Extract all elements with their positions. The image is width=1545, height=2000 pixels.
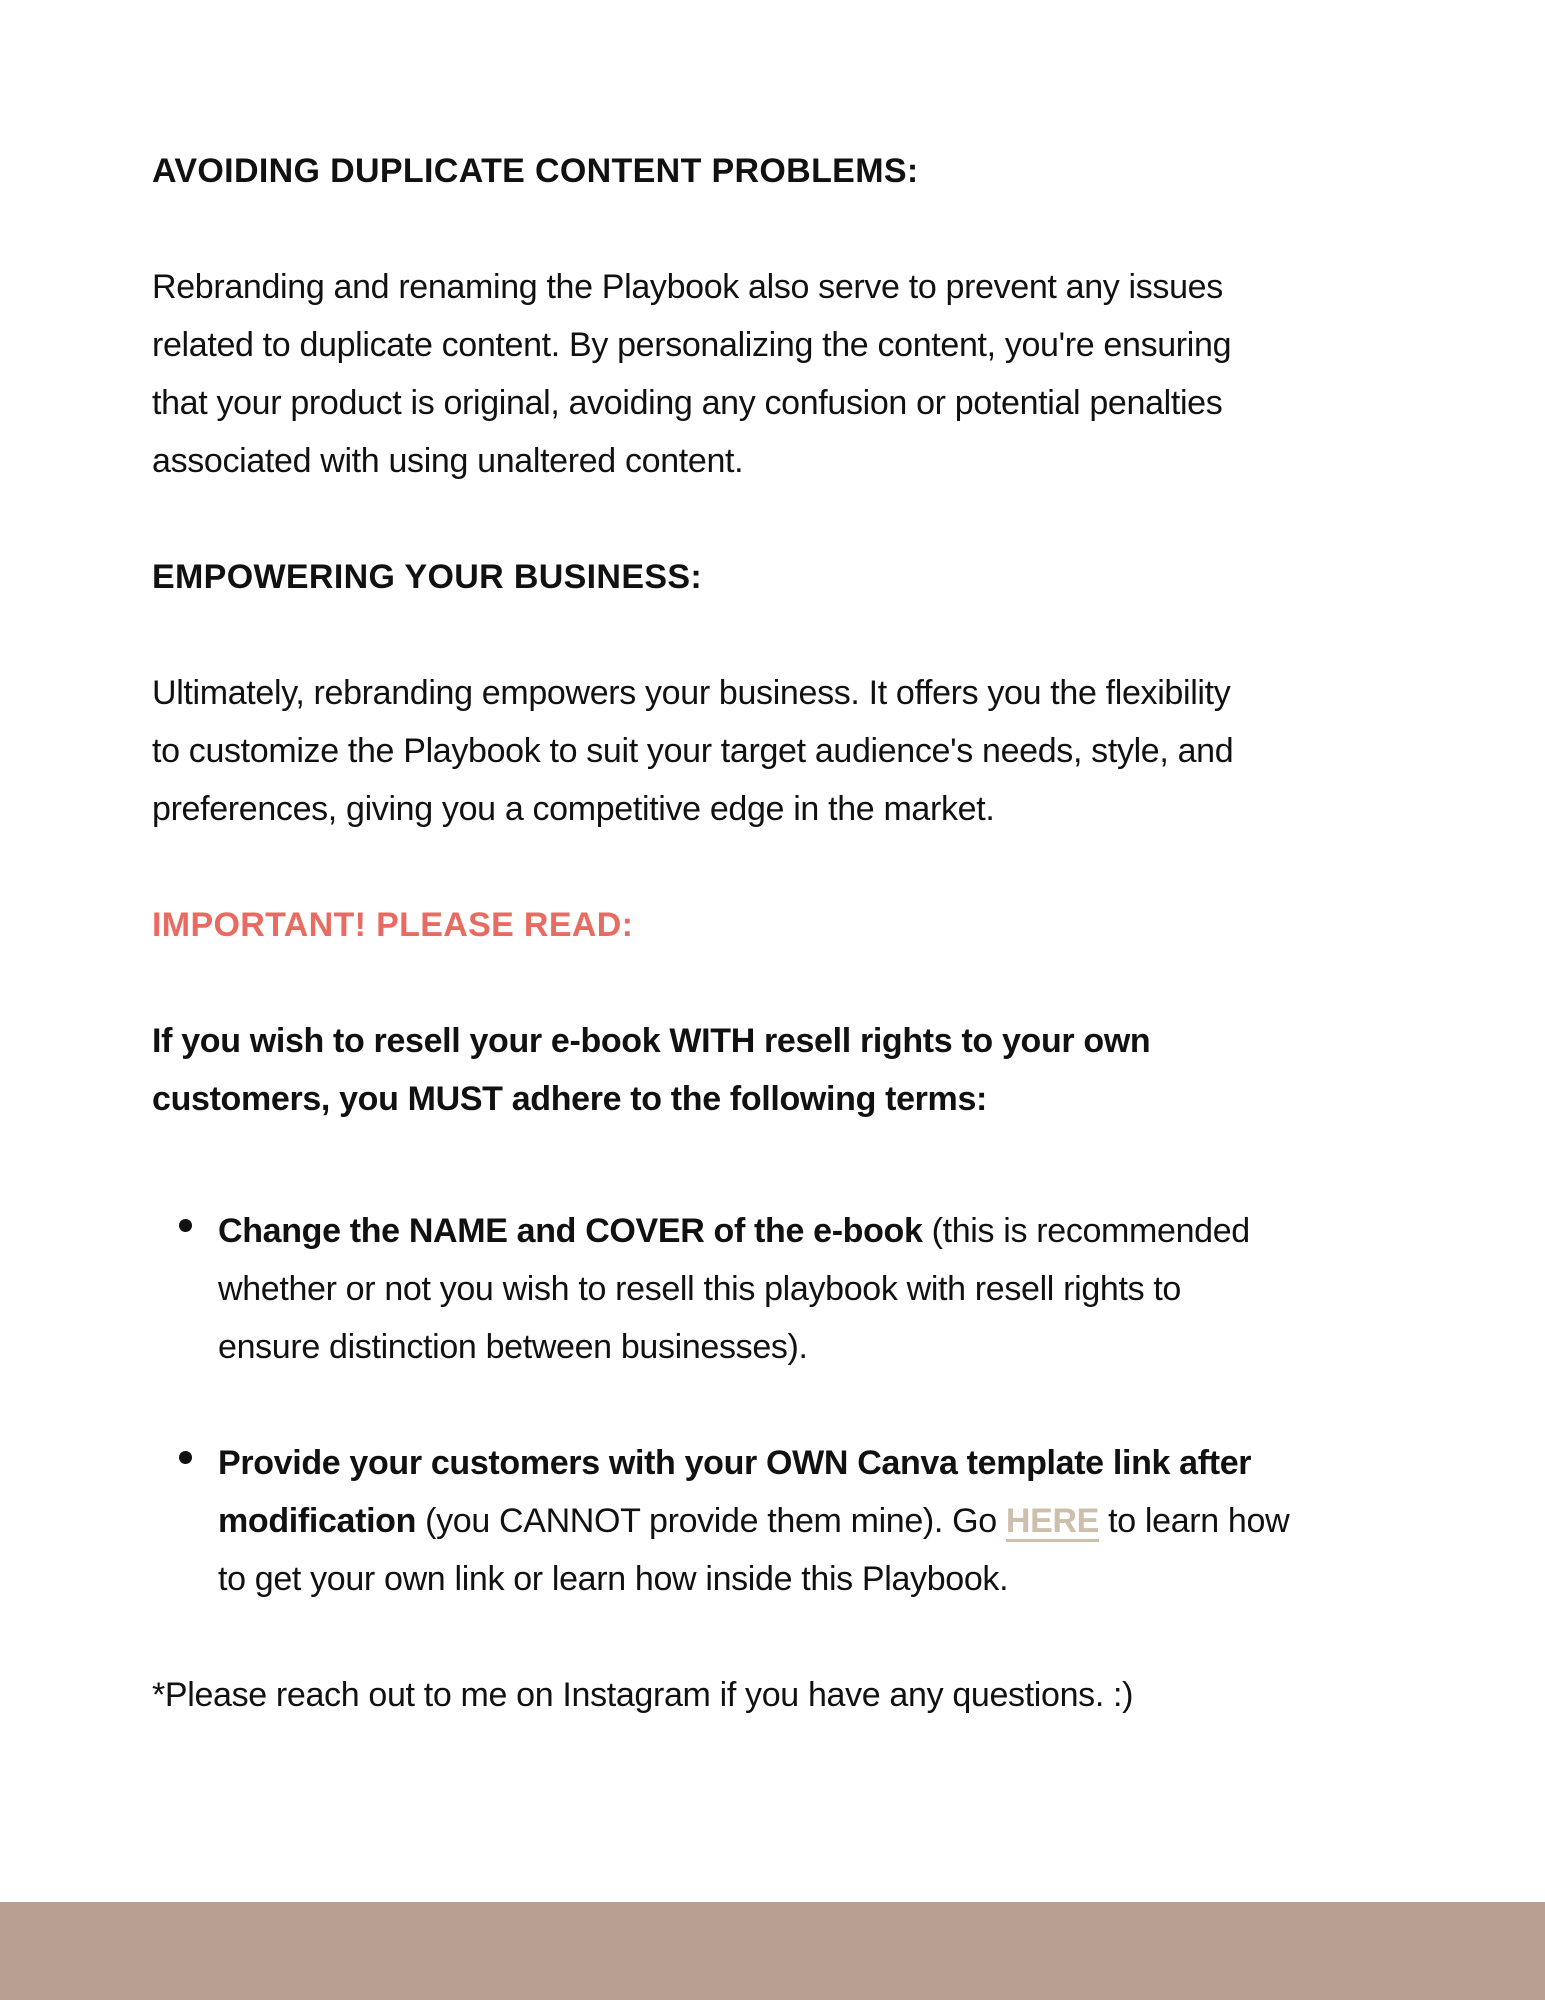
bullet-line: to get your own link or learn how inside this Playbook. [218,1560,1009,1598]
page-content [152,142,1395,1724]
bullet-line: whether or not you wish to resell this playbook with resell rights to [218,1270,1182,1308]
paragraph-resell-terms [152,1012,1395,1128]
paragraph-empowering [152,664,1395,838]
bullet-line [218,1492,1395,1550]
bullet-bold-text: Change the NAME and COVER of the e-book [218,1212,923,1250]
bullet-text: (this is recommended [922,1212,1250,1250]
paragraph-line: Rebranding and renaming the Playbook also serve to prevent any issues [152,268,1223,306]
heading-important-please-read [152,896,1395,954]
paragraph-line: to customize the Playbook to suit your target audience's needs, style, and [152,732,1234,770]
heading-text: EMPOWERING YOUR BUSINESS: [152,558,703,596]
bullet-line: ensure distinction between businesses). [218,1328,808,1366]
paragraph-line: preferences, giving you a competitive edge in the market. [152,790,995,828]
terms-bullet-list [152,1202,1395,1608]
list-item [152,1434,1395,1608]
paragraph-line: If you wish to resell your e-book WITH resell rights to your own [152,1022,1151,1060]
bullet-bold-text: Provide your customers with your OWN Canva template link after [218,1444,1252,1482]
paragraph-line: related to duplicate content. By personalizing the content, you're ensuring [152,326,1232,364]
bullet-text: (you CANNOT provide them mine). Go [416,1502,1006,1540]
list-item [152,1202,1395,1376]
note-text: *Please reach out to me on Instagram if you have any questions. :) [152,1676,1134,1714]
bullet-dot-icon [179,1451,192,1464]
footer-bar [0,1902,1545,2000]
bullet-text: to learn how [1099,1502,1290,1540]
paragraph-line: that your product is original, avoiding any confusion or potential penalties [152,384,1223,422]
bullet-dot-icon [179,1219,192,1232]
heading-avoiding-duplicate-content [152,142,1395,200]
heading-text: IMPORTANT! PLEASE READ: [152,906,634,944]
instagram-note [152,1666,1395,1724]
paragraph-duplicate-content [152,258,1395,490]
paragraph-line: customers, you MUST adhere to the following terms: [152,1080,987,1118]
bullet-bold-text: modification [218,1502,417,1540]
heading-text: AVOIDING DUPLICATE CONTENT PROBLEMS: [152,152,919,190]
paragraph-line: associated with using unaltered content. [152,442,744,480]
bullet-line [218,1434,1395,1492]
heading-empowering-your-business [152,548,1395,606]
bullet-line [218,1202,1395,1260]
here-link[interactable]: HERE [1005,1502,1100,1540]
paragraph-line: Ultimately, rebranding empowers your business. It offers you the flexibility [152,674,1231,712]
